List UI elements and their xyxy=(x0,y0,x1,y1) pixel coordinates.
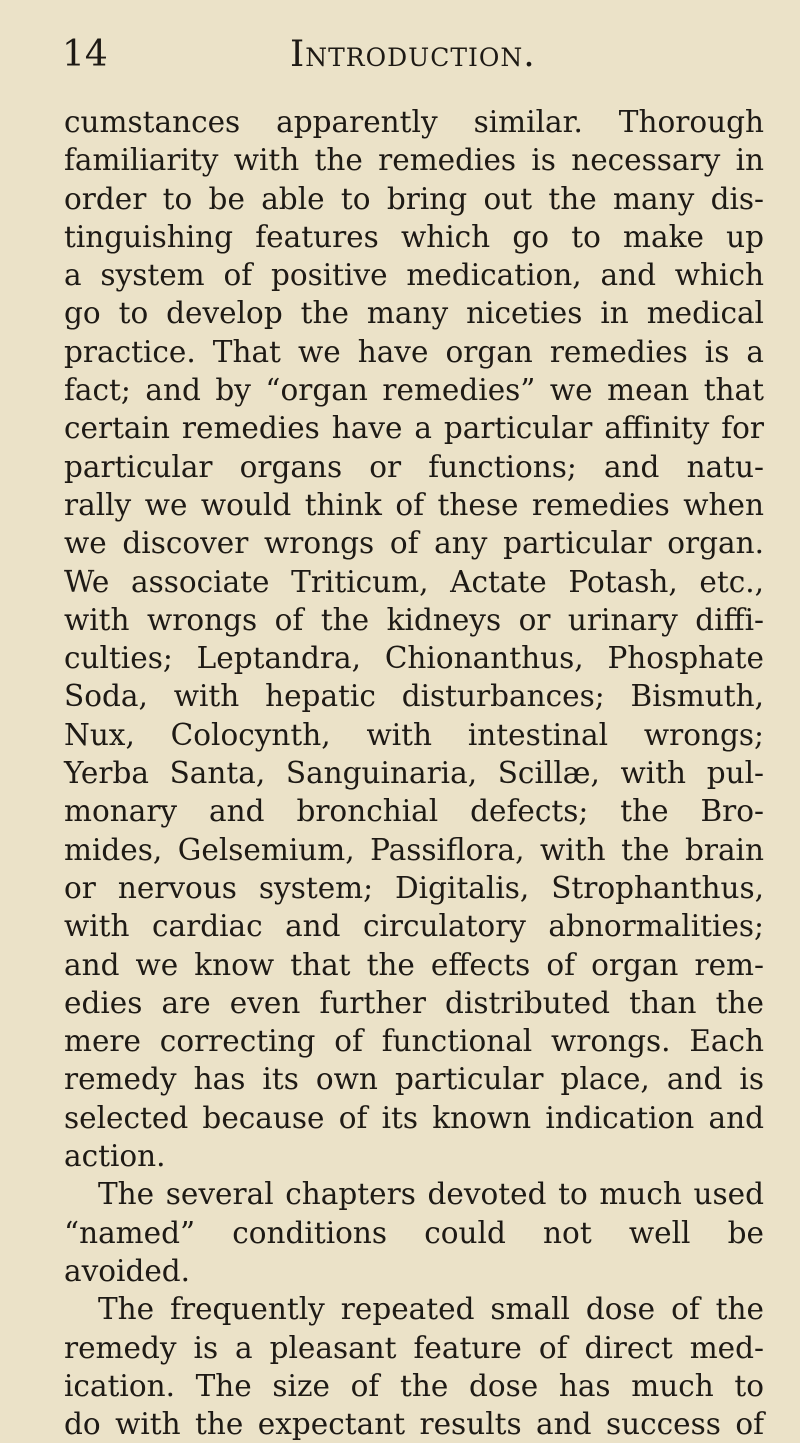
text-line: action. xyxy=(64,1139,166,1174)
text-line: selected because of its known indication and xyxy=(64,1100,764,1135)
text-line: Soda, with hepatic disturbances; Bismuth, xyxy=(64,679,764,714)
text-line: a system of positive medication, and which xyxy=(64,258,764,293)
text-line: The several chapters devoted to much used xyxy=(98,1177,764,1212)
text-line: mere correcting of functional wrongs. Each xyxy=(64,1024,764,1059)
text-line: “named” conditions could not well be xyxy=(64,1215,764,1250)
text-line: with cardiac and circulatory abnormalities; xyxy=(64,909,764,944)
text-line: cumstances apparently similar. Thorough xyxy=(64,105,764,139)
text-line: We associate Triticum, Actate Potash, etc., xyxy=(64,564,764,599)
page-number: 14 xyxy=(62,34,108,75)
text-line: fact; and by “organ remedies” we mean that xyxy=(64,373,764,408)
text-line: Nux, Colocynth, with intestinal wrongs; xyxy=(64,717,764,752)
text-line: culties; Leptandra, Chionanthus, Phosphate xyxy=(64,641,764,676)
running-title: Introduction. xyxy=(290,34,536,75)
text-line: mides, Gelsemium, Passiflora, with the brain xyxy=(64,832,764,867)
text-line: particular organs or functions; and natu- xyxy=(64,449,764,484)
body-text xyxy=(64,103,764,1443)
text-line: remedy has its own particular place, and is xyxy=(64,1062,764,1097)
text-line: avoided. xyxy=(64,1253,191,1288)
text-line: and we know that the effects of organ rem- xyxy=(64,947,764,982)
text-line: order to be able to bring out the many dis- xyxy=(64,181,764,216)
text-line: practice. That we have organ remedies is a xyxy=(64,334,764,369)
text-line: go to develop the many niceties in medical xyxy=(64,296,764,331)
text-line: we discover wrongs of any particular organ. xyxy=(64,526,764,561)
text-line: familiarity with the remedies is necessary in xyxy=(64,143,764,178)
text-line: The frequently repeated small dose of the xyxy=(98,1292,764,1327)
text-line: with wrongs of the kidneys or urinary diffi- xyxy=(64,602,764,637)
text-line: remedy is a pleasant feature of direct med- xyxy=(64,1330,764,1365)
text-line: certain remedies have a particular affinity for xyxy=(64,411,764,446)
text-line: Yerba Santa, Sanguinaria, Scillæ, with pul- xyxy=(64,756,764,791)
text-line: monary and bronchial defects; the Bro- xyxy=(64,794,764,829)
text-line: edies are even further distributed than the xyxy=(64,985,764,1020)
text-line: rally we would think of these remedies when xyxy=(64,487,764,522)
text-line: ication. The size of the dose has much to xyxy=(64,1368,764,1403)
text-line: or nervous system; Digitalis, Strophanthus, xyxy=(64,870,764,905)
page-header xyxy=(62,30,772,80)
text-line: tinguishing features which go to make up xyxy=(64,219,764,254)
text-line: do with the expectant results and success of xyxy=(64,1407,764,1442)
